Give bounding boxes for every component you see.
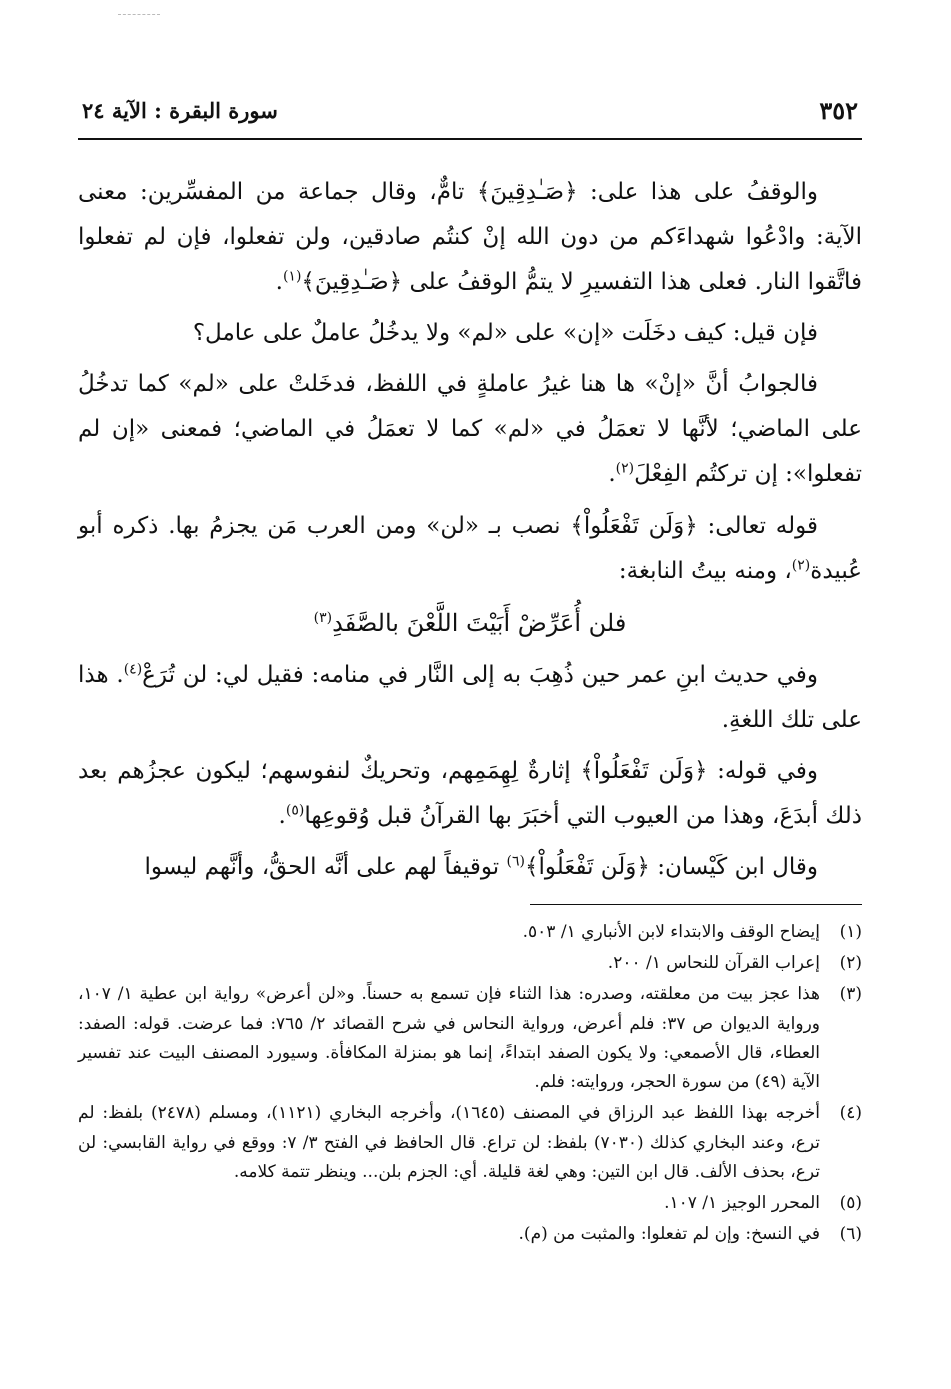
paragraph-4 [78, 504, 862, 594]
paragraph-3 [78, 362, 862, 497]
footnote-text: في النسخ: وإن لم تفعلوا: والمثبت من (م). [518, 1224, 820, 1245]
footnote-text: المحرر الوجيز ١/ ١٠٧. [664, 1193, 820, 1214]
quran-quote: ﴿وَلَن تَفْعَلُواْ﴾ [524, 854, 650, 881]
paragraph-5 [78, 653, 862, 743]
quran-quote: ﴿صَـٰدِقِينَ﴾ [476, 179, 578, 205]
footnote-ref: (١) [282, 268, 302, 285]
footnote-2 [78, 949, 862, 978]
quran-quote: ﴿وَلَن تَفْعَلُواْ﴾ [570, 512, 698, 539]
text-segment: وفي قوله: [707, 757, 819, 784]
page-number: ٣٥٢ [819, 96, 858, 125]
footnote-number: (١) [839, 922, 862, 942]
footnote-text: إعراب القرآن للنحاس ١/ ٢٠٠. [607, 953, 820, 974]
footnote-number: (٥) [839, 1193, 862, 1214]
text-segment: . [275, 269, 283, 296]
paragraph-7 [78, 845, 862, 890]
text-segment: . [608, 461, 616, 488]
page-header [78, 96, 862, 136]
text-segment: نصب بـ «لن» ومن العرب مَن يجزمُ بها. ذكره أبو عُبيدة [78, 512, 862, 584]
paragraph-1 [78, 170, 862, 305]
text-segment: . [278, 802, 286, 829]
footnote-ref: (٥) [285, 802, 305, 819]
scan-mark [118, 14, 160, 15]
footnote-1 [78, 918, 862, 947]
footnote-number: (٣) [839, 984, 862, 1005]
poetry-verse [78, 600, 862, 647]
footnotes [78, 918, 862, 1252]
text-segment: توقيفاً لهم على أنَّه الحقُّ، وأنَّهم ليسوا [144, 854, 507, 881]
text-segment: وقال ابن كَيْسان: [649, 854, 818, 881]
footnote-ref: (٢) [791, 556, 811, 573]
text-segment: ، ومنه بيتُ النابغة: [618, 557, 792, 584]
text-segment: فالجوابُ أنَّ «إنْ» ها هنا غيرُ عاملةٍ في اللفظ، فدخَلتْ على «لم» كما تدخُلُ على الماضي؛ لأنَّها لا تعمَلُ في «لم» كما لا تعمَلُ في الماضي؛ فمعنى «إن لم تفعلوا»: إن تركتُم الفِعْلَ [78, 371, 862, 488]
footnote-6 [78, 1220, 862, 1249]
footnote-5 [78, 1189, 862, 1218]
footnote-text: أخرجه بهذا اللفظ عبد الرزاق في المصنف (١٦٤٥)، وأخرجه البخاري (١١٢١)، ومسلم (٢٤٧٨) بلفظ: لم ترع، وعند البخاري كذلك (٧٠٣٠) بلفظ: لن تراع. قال الحافظ في الفتح ٣/ ٧: ووقع في رواية القابسي: لن ترع، بحذف الألف. قال ابن التين: وهي لغة قليلة. أي: الجزم بلن... وينظر تتمة كلامه. [78, 1103, 820, 1182]
footnote-text: هذا عجز بيت من معلقته، وصدره: هذا الثناء فإن تسمع به حسناً. و«لن أعرض» رواية ابن عطية ١/ ١٠٧، ورواية الديوان ص ٣٧: فلم أعرض، ورواية النحاس في شرح القصائد ٢/ ٧٦٥: فما عرضت. قوله: الصفد: العطاء، قال الأصمعي: ولا يكون الصفد ابتداءً، إنما هو بمنزلة المكافأة. وسيورد المصنف البيت عند تفسير الآية (٤٩) من سورة الحجر، وروايته: فلم. [78, 984, 820, 1093]
footnote-ref: (٦) [506, 853, 525, 870]
text-segment: والوقفُ على هذا على: [577, 179, 818, 205]
footnote-separator [530, 904, 862, 905]
paragraph-2: فإن قيل: كيف دخَلَت «إن» على «لم» ولا يدخُلُ عاملٌ على عامل؟ [192, 320, 818, 347]
quran-quote: ﴿صَـٰدِقِينَ﴾ [301, 269, 403, 296]
footnote-number: (٦) [839, 1224, 862, 1245]
main-text [78, 170, 862, 896]
footnote-ref: (٢) [615, 460, 635, 477]
verse-text: فلن أُعَرِّضْ أَبَيْتَ اللَّعْنَ بالصَّفَدِ [332, 608, 627, 637]
footnote-3 [78, 980, 862, 1097]
paragraph-6 [78, 749, 862, 839]
text-segment: إثارةٌ لِهِمَمِهم، وتحريكٌ لنفوسهم؛ ليكون عجزُهم بعد ذلك أبدَعَ، وهذا من العيوب التي أخبَرَ بها القرآنُ قبل وُقوعِها [78, 757, 862, 829]
footnote-text: إيضاح الوقف والابتداء لابن الأنباري ١/ ٥٠٣. [522, 922, 820, 942]
text-segment: قوله تعالى: [697, 512, 818, 539]
quran-quote: ﴿وَلَن تَفْعَلُواْ﴾ [580, 757, 708, 784]
footnote-ref: (٤) [123, 661, 143, 678]
footnote-number: (٢) [839, 953, 862, 974]
text-segment: وفي حديث ابنِ عمر حين ذُهِبَ به إلى النَّار في منامه: فقيل لي: لن تُرَعْ [142, 661, 819, 688]
text-segment: تامٌّ، وقال جماعة من المفسِّرين: معنى الآية: وادْعُوا شهداءَكم من دون الله إنْ كنتُم صادقين، ولن تفعلوا، فإن لم تفعلوا فاتَّقوا النار. فعلى هذا التفسيرِ لا يتمُّ الوقفُ على [78, 179, 862, 296]
running-title: سورة البقرة : الآية ٢٤ [82, 98, 278, 123]
footnote-ref: (٣) [313, 609, 333, 626]
header-rule [78, 138, 862, 140]
footnote-4 [78, 1099, 862, 1187]
text-segment: . هذا على تلك اللغةِ. [78, 661, 862, 733]
footnote-number: (٤) [839, 1103, 862, 1124]
